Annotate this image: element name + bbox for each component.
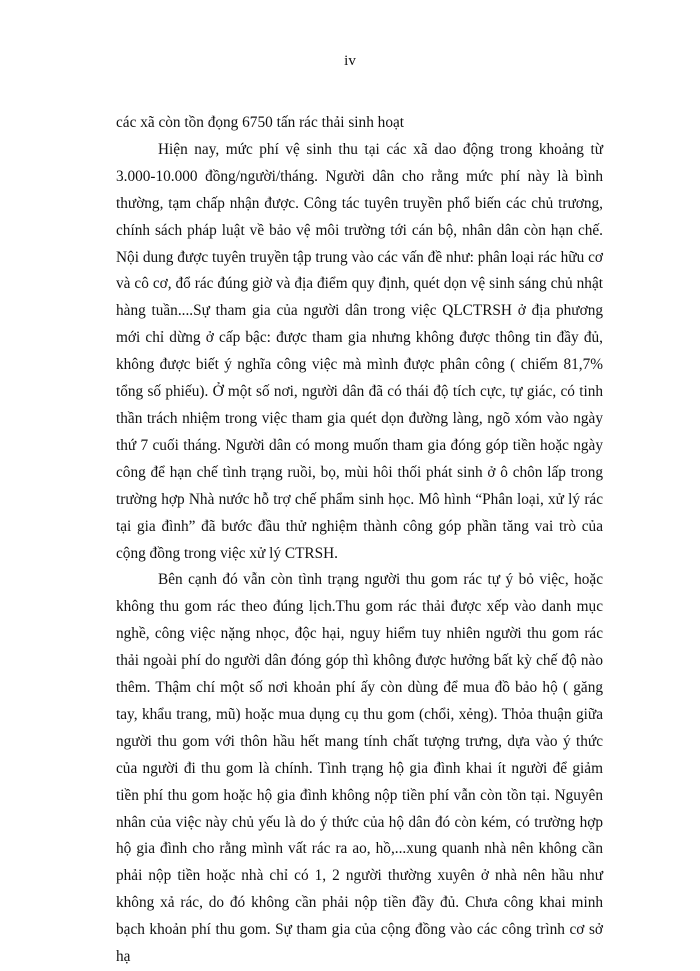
- paragraph-fee-and-participation: Hiện nay, mức phí vệ sinh thu tại các xã dao động trong khoảng từ 3.000-10.000 đồng/người/tháng. Người dân cho rằng mức phí này là bình thường, tạm chấp nhận được. Công tác tuyên truyền phổ biến các chủ trương, chính sách pháp luật về bảo vệ môi trường tới cán bộ, nhân dân còn hạn chế. Nội dung được tuyên truyền tập trung vào các vấn đề như: phân loại rác hữu cơ và cô cơ, đổ rác đúng giờ và địa điểm quy định, quét dọn vệ sinh sáng chủ nhật hàng tuần....Sự tham gia của người dân trong việc QLCTRSH ở địa phương mới chỉ dừng ở cấp bậc: được tham gia nhưng không được thông tin đầy đủ, không được biết ý nghĩa công việc mà mình được phân công ( chiếm 81,7% tổng số phiếu). Ở một số nơi, người dân đã có thái độ tích cực, tự giác, có tinh thần trách nhiệm trong việc tham gia quét dọn đường làng, ngõ xóm vào ngày thứ 7 cuối tháng. Người dân có mong muốn tham gia đóng góp tiền hoặc ngày công để hạn chế tình trạng ruồi, bọ, mùi hôi thối phát sinh ở ô chôn lấp trong trường hợp Nhà nước hỗ trợ chế phẩm sinh học. Mô hình “Phân loại, xử lý rác tại gia đình” đã bước đầu thử nghiệm thành công góp phần tăng vai trò của cộng đồng trong việc xử lý CTRSH.: [116, 140, 603, 562]
- body-text: [116, 110, 603, 971]
- page-number: iv: [344, 53, 356, 69]
- paragraph-continuation: các xã còn tồn đọng 6750 tấn rác thải sinh hoạt: [116, 114, 405, 131]
- paragraph-collection-issues: Bên cạnh đó vẫn còn tình trạng người thu gom rác tự ý bỏ việc, hoặc không thu gom rác theo đúng lịch.Thu gom rác thải được xếp vào danh mục nghề, công việc nặng nhọc, độc hại, nguy hiểm tuy nhiên người thu gom rác thải ngoài phí do người dân đóng góp thì không được hưởng bất kỳ chế độ nào thêm. Thậm chí một số nơi khoản phí ấy còn dùng để mua đồ bảo hộ ( găng tay, khẩu trang, mũ) hoặc mua dụng cụ thu gom (chổi, xẻng). Thỏa thuận giữa người thu gom với thôn hầu hết mang tính chất tượng trưng, dựa vào ý thức của người đi thu gom là chính. Tình trạng hộ gia đình khai ít người để giảm tiền phí thu gom hoặc hộ gia đình không nộp tiền phí vẫn còn tồn tại. Nguyên nhân của việc này chủ yếu là do ý thức của hộ dân đó còn kém, có trường hợp hộ gia đình cho rằng mình vất rác ra ao, hồ,...xung quanh nhà nên không cần phải nộp tiền hoặc nhà chỉ có 1, 2 người thường xuyên ở nhà nên hầu như không xả rác, do đó không cần phải nộp tiền đầy đủ. Chưa công khai minh bạch khoản phí thu gom. Sự tham gia của cộng đồng vào các công trình cơ sở hạ: [116, 571, 603, 966]
